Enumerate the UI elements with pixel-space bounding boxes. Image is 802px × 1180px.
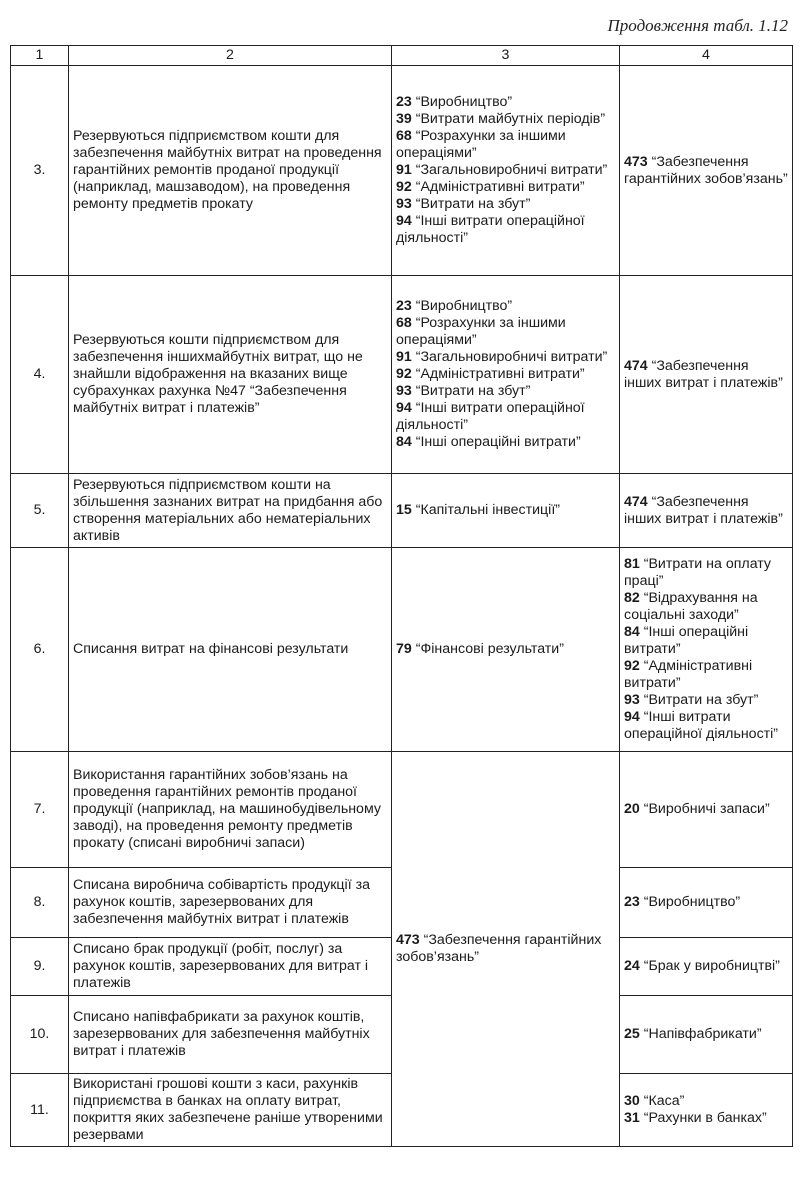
account-name: “Виробництво” xyxy=(415,94,513,110)
operation-description: Списано напівфабрикати за рахунок коштів, зарезервованих для забезпечення майбутніх витрат і платежів xyxy=(69,996,392,1074)
account-name: “Напівфабрикати” xyxy=(643,1026,762,1042)
credit-accounts xyxy=(620,938,793,996)
account-entry xyxy=(396,162,615,179)
operation-description: Резервуються кошти підприємством для забезпечення іншихмайбутніх витрат, що не знайшли відображення на вказаних вище субрахунках рахунка №47 “Забезпечення майбутніх витрат і платежів” xyxy=(69,276,392,474)
account-name: “Витрати на збут” xyxy=(643,692,759,708)
account-name: “Витрати на оплату праці” xyxy=(624,556,772,589)
row-number: 3. xyxy=(11,66,69,276)
account-entry xyxy=(624,658,788,692)
account-name: “Фінансові результати” xyxy=(415,641,564,657)
account-code: 91 xyxy=(396,349,412,365)
account-entry xyxy=(396,434,615,451)
account-code: 30 xyxy=(624,1093,640,1109)
account-name: “Інші операційні витрати” xyxy=(415,434,581,450)
account-list xyxy=(396,298,615,451)
account-code: 94 xyxy=(624,709,640,725)
credit-accounts xyxy=(620,276,793,474)
credit-accounts xyxy=(620,66,793,276)
row-number: 8. xyxy=(11,868,69,938)
credit-accounts xyxy=(620,474,793,548)
header-col-3: 3 xyxy=(392,46,620,66)
account-entry xyxy=(624,154,788,188)
account-name: “Адміністративні витрати” xyxy=(415,179,585,195)
row-number: 10. xyxy=(11,996,69,1074)
account-entry xyxy=(624,958,788,975)
account-list xyxy=(396,502,615,519)
debit-accounts-merged xyxy=(392,752,620,1147)
account-name: “Адміністративні витрати” xyxy=(624,658,753,691)
row-number: 5. xyxy=(11,474,69,548)
account-name: “Капітальні інвестиції” xyxy=(415,502,560,518)
account-entry xyxy=(396,366,615,383)
row-number: 6. xyxy=(11,548,69,752)
table-row xyxy=(11,276,793,474)
account-name: “Витрати на збут” xyxy=(415,383,531,399)
account-entry xyxy=(396,179,615,196)
account-name: “Витрати майбутніх періодів” xyxy=(415,111,606,127)
operation-description: Списано брак продукції (робіт, послуг) за рахунок коштів, зарезервованих для витрат і платежів xyxy=(69,938,392,996)
account-code: 94 xyxy=(396,400,412,416)
account-entry xyxy=(624,494,788,528)
account-code: 23 xyxy=(396,94,412,110)
account-name: “Забезпечення інших витрат і платежів” xyxy=(624,493,783,527)
account-code: 68 xyxy=(396,128,412,144)
account-entry xyxy=(396,213,615,247)
credit-accounts xyxy=(620,548,793,752)
account-list xyxy=(624,358,788,392)
account-code: 25 xyxy=(624,1026,640,1042)
account-entry xyxy=(396,349,615,366)
account-code: 92 xyxy=(396,366,412,382)
account-entry xyxy=(624,556,788,590)
operation-description: Використання гарантійних зобов’язань на проведення гарантійних ремонтів проданої продукції (наприклад, на машинобудівельному заводі), на проведення ремонту предметів прокату (списані виробничі запаси) xyxy=(69,752,392,868)
account-list xyxy=(624,494,788,528)
header-col-4: 4 xyxy=(620,46,793,66)
account-name: “Виробничі запаси” xyxy=(643,801,770,817)
account-name: “Інші операційні витрати” xyxy=(624,624,749,657)
account-name: “Розрахунки за іншими операціями” xyxy=(396,128,566,161)
account-list xyxy=(624,801,788,818)
debit-accounts xyxy=(392,474,620,548)
account-entry xyxy=(396,400,615,434)
account-entry xyxy=(396,383,615,400)
account-entry xyxy=(624,624,788,658)
operation-description: Використані грошові кошти з каси, рахунків підприємства в банках на оплату витрат, покриття яких забезпечене раніше утвореними резервами xyxy=(69,1074,392,1147)
credit-accounts xyxy=(620,1074,793,1147)
row-number: 4. xyxy=(11,276,69,474)
account-name: “Інші витрати операційної діяльності” xyxy=(396,400,585,433)
account-code: 23 xyxy=(624,894,640,910)
account-name: “Інші витрати операційної діяльності” xyxy=(624,709,779,742)
account-list xyxy=(624,894,788,911)
account-entry xyxy=(396,196,615,213)
account-entry xyxy=(396,315,615,349)
account-list xyxy=(624,154,788,188)
account-code: 24 xyxy=(624,958,640,974)
account-code: 82 xyxy=(624,590,640,606)
account-name: “Відрахування на соціальні заходи” xyxy=(624,590,758,623)
account-entry xyxy=(396,111,615,128)
account-code: 79 xyxy=(396,641,412,657)
account-entry xyxy=(624,709,788,743)
account-code: 93 xyxy=(396,196,412,212)
account-code: 84 xyxy=(396,434,412,450)
account-code: 84 xyxy=(624,624,640,640)
header-col-1: 1 xyxy=(11,46,69,66)
credit-accounts xyxy=(620,996,793,1074)
account-code: 68 xyxy=(396,315,412,331)
table-row xyxy=(11,752,793,868)
account-name: “Виробництво” xyxy=(415,298,513,314)
account-entry xyxy=(624,358,788,392)
account-name: “Рахунки в банках” xyxy=(643,1110,767,1126)
account-name: “Розрахунки за іншими операціями” xyxy=(396,315,566,348)
credit-accounts xyxy=(620,868,793,938)
account-entry xyxy=(624,692,788,709)
account-entry xyxy=(396,298,615,315)
account-list xyxy=(624,1026,788,1043)
account-list xyxy=(624,556,788,743)
account-list xyxy=(624,958,788,975)
account-entry xyxy=(396,94,615,111)
account-entry xyxy=(624,801,788,818)
row-number: 7. xyxy=(11,752,69,868)
table-caption: Продовження табл. 1.12 xyxy=(607,16,788,35)
account-code: 23 xyxy=(396,298,412,314)
table-row xyxy=(11,66,793,276)
header-row xyxy=(11,46,793,66)
account-code: 93 xyxy=(396,383,412,399)
operation-description: Резервуються підприємством кошти для забезпечення майбутніх витрат на проведення гарантійних ремонтів проданої продукції (наприклад, машзаводом), на проведення ремонту предметів прокату xyxy=(69,66,392,276)
account-entry xyxy=(396,502,615,519)
account-code: 92 xyxy=(624,658,640,674)
account-list xyxy=(396,641,615,658)
account-list xyxy=(396,94,615,247)
debit-accounts xyxy=(392,276,620,474)
account-name: “Забезпечення інших витрат і платежів” xyxy=(624,357,783,391)
debit-accounts xyxy=(392,548,620,752)
account-code: 474 xyxy=(624,357,648,374)
account-code: 81 xyxy=(624,556,640,572)
account-name: “Адміністративні витрати” xyxy=(415,366,585,382)
table-row xyxy=(11,474,793,548)
account-name: “Забезпечення гарантійних зобов’язань” xyxy=(624,153,788,187)
account-name: “Витрати на збут” xyxy=(415,196,531,212)
operation-description: Списана виробнича собівартість продукції за рахунок коштів, зарезервованих для забезпечення майбутніх витрат і платежів xyxy=(69,868,392,938)
debit-accounts xyxy=(392,66,620,276)
account-code: 474 xyxy=(624,493,648,510)
account-code: 473 xyxy=(624,153,648,170)
account-code: 93 xyxy=(624,692,640,708)
account-code: 20 xyxy=(624,801,640,817)
account-code: 473 xyxy=(396,932,420,948)
account-name: “Забезпечення гарантійних зобов’язань” xyxy=(396,932,602,965)
account-entry xyxy=(396,641,615,658)
table-row xyxy=(11,548,793,752)
account-code: 39 xyxy=(396,111,412,127)
account-name: “Загальновиробничі витрати” xyxy=(415,349,608,365)
account-entry xyxy=(624,894,788,911)
operation-description: Списання витрат на фінансові результати xyxy=(69,548,392,752)
account-entry xyxy=(624,590,788,624)
account-name: “Каса” xyxy=(643,1093,685,1109)
account-entry xyxy=(396,932,615,966)
account-code: 94 xyxy=(396,213,412,229)
account-code: 92 xyxy=(396,179,412,195)
operation-description: Резервуються підприємством кошти на збільшення зазнаних витрат на придбання або створення матеріальних або нематеріальних активів xyxy=(69,474,392,548)
account-entry xyxy=(624,1110,788,1127)
account-entry xyxy=(624,1093,788,1110)
account-name: “Інші витрати операційної діяльності” xyxy=(396,213,585,246)
account-name: “Виробництво” xyxy=(643,894,741,910)
credit-accounts xyxy=(620,752,793,868)
account-name: “Загальновиробничі витрати” xyxy=(415,162,608,178)
accounting-entries-table xyxy=(10,45,793,1147)
header-col-2: 2 xyxy=(69,46,392,66)
account-name: “Брак у виробництві” xyxy=(643,958,780,974)
account-list xyxy=(396,932,615,966)
account-code: 31 xyxy=(624,1110,640,1126)
account-entry xyxy=(396,128,615,162)
account-code: 91 xyxy=(396,162,412,178)
row-number: 11. xyxy=(11,1074,69,1147)
row-number: 9. xyxy=(11,938,69,996)
account-entry xyxy=(624,1026,788,1043)
account-list xyxy=(624,1093,788,1127)
account-code: 15 xyxy=(396,502,412,518)
